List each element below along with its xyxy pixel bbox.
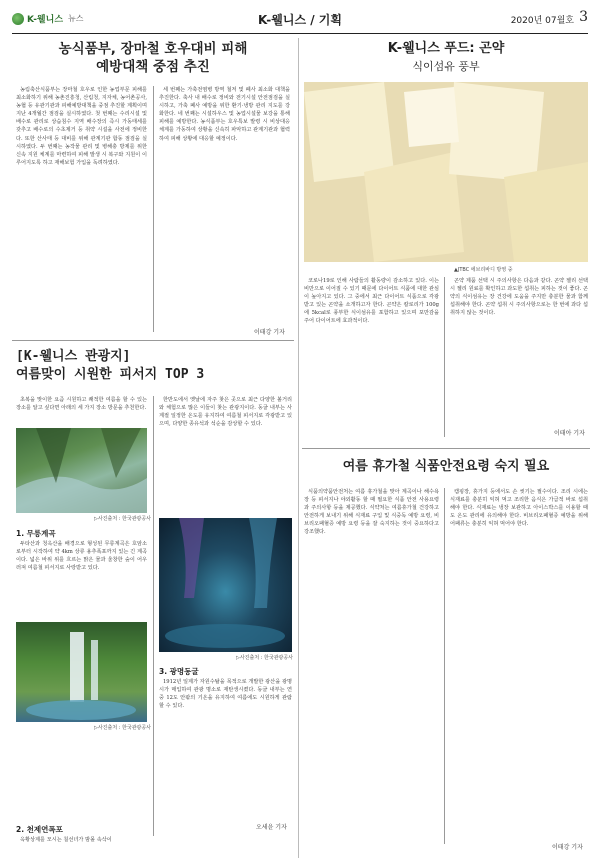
column-divider	[444, 277, 445, 437]
page-divider	[298, 38, 299, 858]
item2-text: 옥황상제를 모시는 칠선녀가 밤몰 속삭이	[20, 837, 112, 843]
article4-title: 여름 휴가철 식품안전요령 숙지 필요	[342, 459, 550, 474]
column-divider	[153, 86, 154, 332]
article1-col2: 세 번째는 가축전염병 방역 철저 및 폐사 최소화 대책을 추진한다. 축사 내 배수로 정비와 전기시설 안전점검을 실시하고, 가축 폐사 예방을 위한 환기·냉방 관리 지도를 강화한다. 네 번째는 시설하우스 및 농업시설물 보강을 통해 피해를 예방한다. 농식품부는 호우특보 발령 시 비상대응 체계를 가동하여 상황을 신속히 파악하고 관계기관과 협력하여 피해 상황에 대응할 예정이다.	[159, 87, 290, 142]
valley-illustration	[16, 428, 147, 513]
article3-col2: 곤약 제품 선택 시 주의사항은 다음과 같다. 곤약 젤리 선택 시 젤리 원료를 확인하고 과도한 섭취는 피하는 것이 좋다. 곤약의 식이섬유는 장 건강에 도움을 주지만 충분한 물과 함께 섭취해야 한다. 곤약 섭취 시 주의사항으로는 한 번에 과다 섭취하지 않는 것이다.	[450, 278, 588, 317]
logo-text: K-웰니스	[27, 15, 64, 25]
photo2-caption: ▷사진출처 : 한국관광공사	[236, 655, 294, 661]
cave-photo	[159, 518, 292, 652]
article4-col2: 캠핑장, 휴가지 등에서도 손 씻기는 필수이다. 조리 시에는 식재료를 충분히 익혀 먹고 조리한 음식은 가급적 바로 섭취해야 한다. 식재료는 냉장 보관하고 아이스박스를 이용할 때도 온도 관리에 유의해야 한다. 비브리오패혈증 예방을 위해 어패류는 충분히 익혀 먹어야 한다.	[450, 489, 588, 528]
page-number: 3	[579, 9, 588, 25]
article1-col1: 농림축산식품부는 장마철 호우로 인한 농업부문 피해를 최소화하기 위해 농촌진흥청, 산림청, 지자체, 농어촌공사, 농협 등 유관기관과 피해예방대책을 중점 추진할 계획이며 지난 4개월간 점검을 실시하였다. 첫 번째는 수리시설 및 배수로 관리로 상습침수 지역 배수장의 즉시 가동태세를 갖추고 배수로의 수초제거 등 취약 시설을 사전에 정비한다. 또한 산사태 등 대비를 위해 관계기관 합동 점검을 실시하였다. 두 번째는 농작물 관리 및 병해충 방제를 위한 신속 지원 체계를 마련하여 피해 발생 시 복구와 지원이 이루어지도록 하고 재해보험 가입을 독려하였다.	[16, 87, 147, 166]
section-rule	[12, 340, 294, 341]
konjac-photo	[304, 82, 588, 262]
item3-title: 3. 광명동굴	[159, 667, 199, 676]
valley-photo	[16, 428, 147, 513]
article1-byline: 이태강 기자	[254, 329, 285, 336]
logo-sub: 뉴스	[68, 14, 84, 23]
article1-title-line2: 예방대책 중점 추진	[96, 59, 210, 75]
column-divider	[444, 488, 445, 844]
item2-title: 2. 천제연폭포	[16, 825, 63, 834]
article2-col2: 한반도에서 옛날에 자주 찾은 곳으로 최근 다양한 볼거리와 체험으로 많은 이들이 찾는 관광지이다. 동굴 내부는 사계절 일정한 온도를 유지하여 여름철 피서지로 각광받고 있으며, 다양한 종유석과 석순을 감상할 수 있다.	[159, 397, 292, 428]
article3-title-line1: K-웰니스 푸드: 곤약	[387, 41, 505, 56]
issue-date: 2020년 07월호	[510, 16, 574, 26]
article3-title-line2: 식이섬유 풍부	[412, 60, 480, 73]
article4-byline: 이태강 기자	[552, 844, 583, 851]
column-divider	[153, 396, 154, 836]
article1-headline	[14, 40, 292, 76]
item1-text: 두타산과 청옥산을 배경으로 형성된 무릉계곡은 호암소로부터 시작하여 약 4km 상류 용추폭포까지 있는 긴 계곡이다. 넓은 바위 위를 흐르는 맑은 물과 울창한 숲이 어우러져 여름철 피서지로 사랑받고 있다.	[16, 541, 147, 572]
section-rule	[302, 448, 590, 449]
article3-col1: 코로나19로 인해 사람들의 활동량이 감소하고 있다. 이는 비만으로 이어질 수 있기 때문에 다이어트 식품에 대한 관심이 높아지고 있다. 그 중에서 최근 다이어트 식품으로 각광받고 있는 곤약을 소개하고자 한다. 곤약은 칼로리가 100g에 5kcal로 풍부한 식이섬유를 포함하고 있으며 포만감을 주어 다이어트에 효과적이다.	[304, 278, 439, 325]
konjac-illustration	[304, 82, 588, 262]
article1-title-line1: 농식품부, 장마철 호우대비 피해	[58, 41, 248, 57]
cave-illustration	[159, 518, 292, 652]
item3-text: 1912년 일제가 자원수탈을 목적으로 개발한 광산을 광명시가 매입하여 관광 명소로 재탄생시켰다. 동굴 내부는 연중 12도 안팎의 기온을 유지하여 여름에도 시원하게 관람할 수 있다.	[159, 679, 292, 710]
konjac-photo-caption: ▲JTBC 에브리바디 방영 중	[454, 267, 513, 273]
article4-col1: 식품의약품안전처는 여름 휴가철을 맞아 계곡이나 해수욕장 등 피서지나 야외활동 할 때 필요한 식품 안전 사용요령과 주의사항 등을 제공했다. 식약처는 여름휴가철 건강하고 안전하게 보내기 위해 식재료 구입 및 식중독 예방 요령, 비브리오패혈증 예방 요령 등을 잘 숙지하는 것이 중요하다고 강조했다.	[304, 489, 439, 536]
item1-title: 1. 무릉계곡	[16, 529, 56, 538]
article2-intro: 초복을 맞이한 요즘 시원하고 쾌적한 여름을 할 수 있는 장소를 알고 싶다면 아래의 세 가지 장소 방문을 추천한다.	[16, 397, 147, 412]
photo3-caption: ▷사진출처 : 한국관광공사	[94, 725, 152, 731]
article3-headline	[304, 40, 588, 76]
article2-title-line1: [K-웰니스 관광지]	[16, 349, 131, 364]
page-header	[12, 8, 588, 34]
article2-title-line2: 여름맞이 시원한 피서지 TOP 3	[16, 367, 205, 382]
waterfall-illustration	[16, 622, 147, 722]
article2-byline: 오세윤 기자	[256, 824, 287, 831]
waterfall-photo	[16, 622, 147, 722]
article2-headline	[16, 348, 292, 384]
section-title: K-웰니스 / 기획	[258, 13, 342, 27]
article4-headline	[302, 458, 590, 476]
photo1-caption: ▷사진출처 : 한국관광공사	[94, 516, 152, 522]
article3-byline: 이태아 기자	[554, 430, 585, 437]
